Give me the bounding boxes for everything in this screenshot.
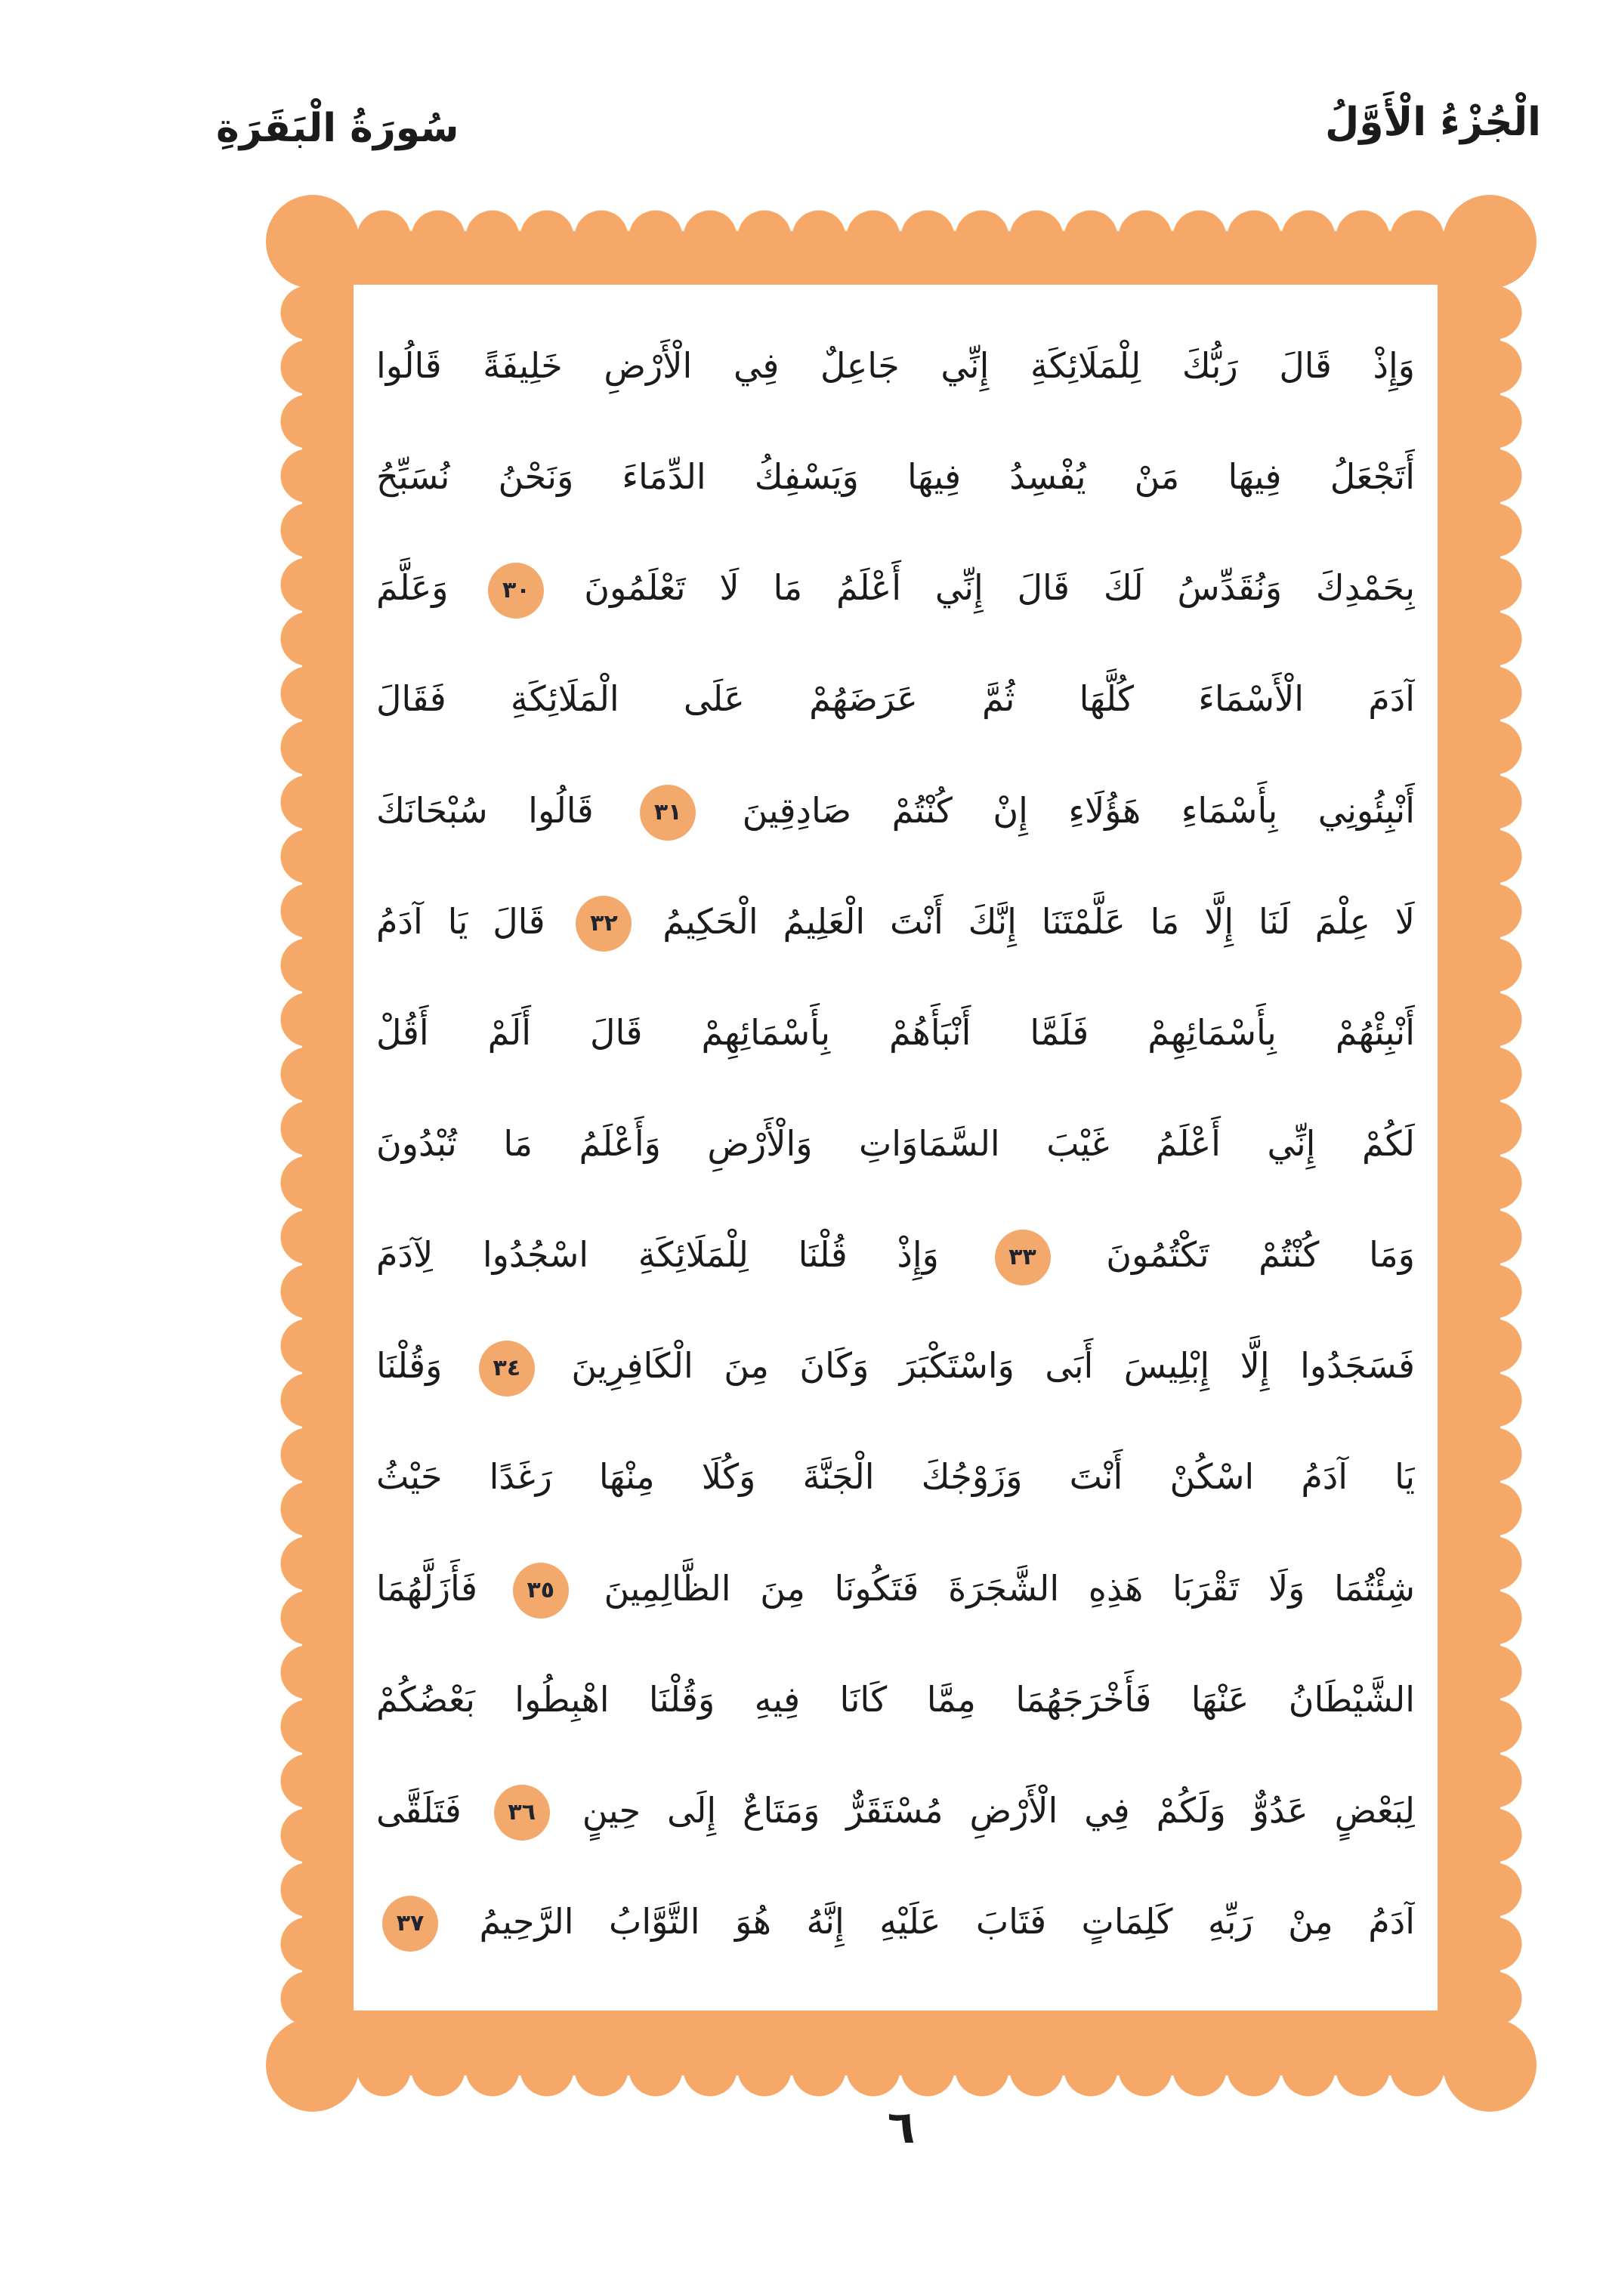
- quran-line: [376, 866, 1415, 977]
- quran-line: [376, 1421, 1415, 1532]
- ayah-text: فَأَزَلَّهُمَا: [376, 1567, 478, 1609]
- surah-title-header: سُورَةُ الْبَقَرَةِ: [216, 106, 459, 151]
- ayah-text: شِئْتُمَا وَلَا تَقْرَبَا هَذِهِ الشَّجَرَةَ فَتَكُونَا مِنَ الظَّالِمِينَ: [604, 1567, 1415, 1609]
- quran-line: [376, 532, 1415, 643]
- verse-number-marker: ٣٦: [494, 1785, 550, 1841]
- ayah-text: آدَمَ الْأَسْمَاءَ كُلَّهَا ثُمَّ عَرَضَهُمْ عَلَى الْمَلَائِكَةِ فَقَالَ: [376, 678, 1415, 720]
- ayah-text: وَإِذْ قُلْنَا لِلْمَلَائِكَةِ اسْجُدُوا لِآدَمَ: [376, 1234, 939, 1276]
- ayah-text: فَتَلَقَّى: [376, 1789, 462, 1831]
- quran-line: [376, 1755, 1415, 1866]
- verse-number-marker: ٣٣: [995, 1230, 1051, 1285]
- quran-line: [376, 755, 1415, 866]
- quran-line: [376, 421, 1415, 532]
- ayah-text: آدَمُ مِنْ رَبِّهِ كَلِمَاتٍ فَتَابَ عَلَيْهِ إِنَّهُ هُوَ التَّوَّابُ الرَّحِيمُ: [479, 1900, 1415, 1942]
- ayah-text: الشَّيْطَانُ عَنْهَا فَأَخْرَجَهُمَا مِمَّا كَانَا فِيهِ وَقُلْنَا اهْبِطُوا بَعْضُكُمْ: [376, 1678, 1415, 1720]
- juz-title-header: الْجُزْءُ الْأَوَّلُ: [1325, 100, 1541, 145]
- text-panel: [354, 285, 1438, 2011]
- quran-line: [376, 1866, 1415, 1977]
- ayah-text: أَنْبِئُونِي بِأَسْمَاءِ هَؤُلَاءِ إِنْ كُنْتُمْ صَادِقِينَ: [742, 789, 1415, 831]
- ayah-text: لَا عِلْمَ لَنَا إِلَّا مَا عَلَّمْتَنَا إِنَّكَ أَنْتَ الْعَلِيمُ الْحَكِيمُ: [662, 900, 1415, 942]
- quran-line: [376, 1199, 1415, 1310]
- frame-scallop-right: [1500, 231, 1524, 2075]
- quran-line: [376, 643, 1415, 755]
- ayah-text: وَعَلَّمَ: [376, 567, 449, 609]
- ayah-text: قَالَ يَا آدَمُ: [376, 900, 545, 942]
- verse-number-marker: ٣٥: [513, 1563, 569, 1619]
- quran-line: [376, 310, 1415, 421]
- quran-line: [376, 977, 1415, 1088]
- ayah-text: وَقُلْنَا: [376, 1345, 443, 1387]
- quran-line: [376, 1310, 1415, 1421]
- verse-number-marker: ٣٧: [382, 1896, 438, 1952]
- ayah-text: أَنْبِئْهُمْ بِأَسْمَائِهِمْ فَلَمَّا أَنْبَأَهُمْ بِأَسْمَائِهِمْ قَالَ أَلَمْ أَقُلْ: [376, 1011, 1415, 1053]
- ayah-text: لِبَعْضٍ عَدُوٌّ وَلَكُمْ فِي الْأَرْضِ مُسْتَقَرٌّ وَمَتَاعٌ إِلَى حِينٍ: [582, 1789, 1415, 1831]
- ayah-text: قَالُوا سُبْحَانَكَ: [376, 789, 594, 831]
- ayah-text: يَا آدَمُ اسْكُنْ أَنْتَ وَزَوْجُكَ الْجَنَّةَ وَكُلَا مِنْهَا رَغَدًا حَيْثُ: [376, 1456, 1415, 1498]
- quran-line: [376, 1533, 1415, 1644]
- ayah-text: وَإِذْ قَالَ رَبُّكَ لِلْمَلَائِكَةِ إِنِّي جَاعِلٌ فِي الْأَرْضِ خَلِيفَةً قَالُوا: [376, 345, 1415, 386]
- ayah-text: لَكُمْ إِنِّي أَعْلَمُ غَيْبَ السَّمَاوَاتِ وَالْأَرْضِ وَأَعْلَمُ مَا تُبْدُونَ: [376, 1122, 1415, 1164]
- verse-number-marker: ٣٠: [488, 563, 544, 619]
- ayah-text: وَمَا كُنْتُمْ تَكْتُمُونَ: [1106, 1234, 1415, 1276]
- page-number: ٦: [887, 2101, 916, 2154]
- frame-scallop-bottom: [302, 2075, 1500, 2098]
- quran-line: [376, 1644, 1415, 1755]
- verse-number-marker: ٣٤: [479, 1341, 535, 1396]
- ayah-lines-container: [376, 310, 1415, 1977]
- verse-number-marker: ٣٢: [576, 896, 632, 952]
- ayah-text: بِحَمْدِكَ وَنُقَدِّسُ لَكَ قَالَ إِنِّي أَعْلَمُ مَا لَا تَعْلَمُونَ: [584, 567, 1415, 609]
- verse-number-marker: ٣١: [640, 785, 696, 841]
- ayah-text: فَسَجَدُوا إِلَّا إِبْلِيسَ أَبَى وَاسْتَكْبَرَ وَكَانَ مِنَ الْكَافِرِينَ: [571, 1345, 1415, 1387]
- quran-line: [376, 1088, 1415, 1199]
- frame-scallop-left: [279, 231, 302, 2075]
- ayah-text: أَتَجْعَلُ فِيهَا مَنْ يُفْسِدُ فِيهَا وَيَسْفِكُ الدِّمَاءَ وَنَحْنُ نُسَبِّحُ: [376, 456, 1415, 498]
- frame-scallop-top: [302, 208, 1500, 232]
